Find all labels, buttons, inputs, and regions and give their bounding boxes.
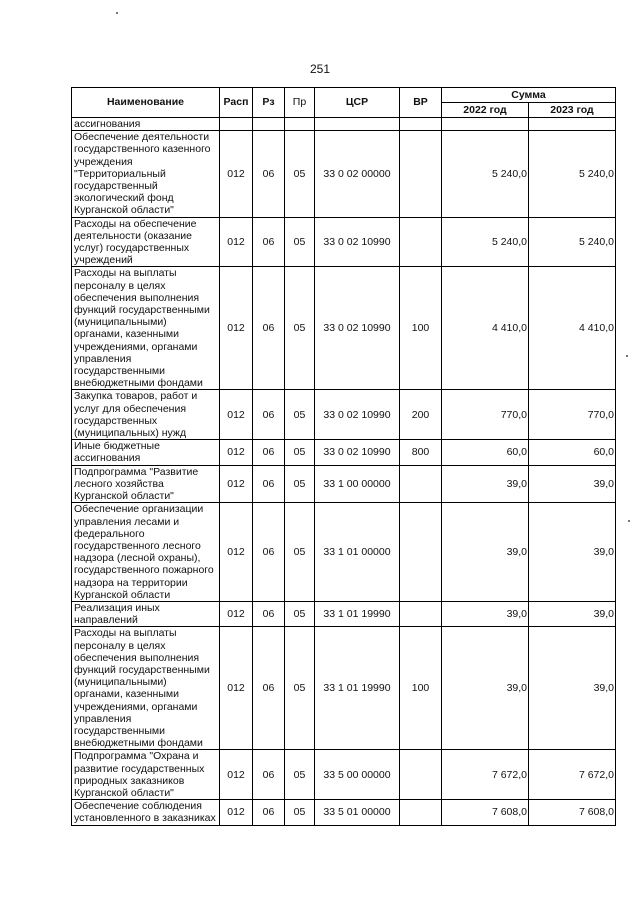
cell-rasp: 012	[220, 217, 253, 267]
cell-name: Реализация иных направлений	[72, 601, 220, 626]
table-row	[72, 465, 616, 503]
cell-pr: 05	[285, 390, 315, 440]
cell-2022: 5 240,0	[442, 217, 529, 267]
cell-vr	[400, 601, 442, 626]
cell-rasp: 012	[220, 267, 253, 390]
header-rasp: Расп	[220, 88, 253, 118]
cell-vr	[400, 217, 442, 267]
header-pr: Пр	[285, 88, 315, 118]
cell-2022: 39,0	[442, 503, 529, 602]
cell-rasp: 012	[220, 465, 253, 503]
header-2022: 2022 год	[442, 103, 529, 118]
table-row	[72, 800, 616, 825]
cell-pr: 05	[285, 503, 315, 602]
cell-pr: 05	[285, 627, 315, 750]
cell-rasp: 012	[220, 390, 253, 440]
cell-rz: 06	[253, 750, 285, 800]
cell-vr: 100	[400, 627, 442, 750]
cell-name: Подпрограмма "Развитие лесного хозяйства Курганской области"	[72, 465, 220, 503]
cell-2022: 7 672,0	[442, 750, 529, 800]
header-rz: Рз	[253, 88, 285, 118]
cell-2022: 39,0	[442, 601, 529, 626]
cell-name: Иные бюджетные ассигнования	[72, 440, 220, 465]
cell-vr: 800	[400, 440, 442, 465]
cell-2023: 4 410,0	[529, 267, 616, 390]
cell-vr	[400, 750, 442, 800]
cell-2023: 7 672,0	[529, 750, 616, 800]
cell-pr: 05	[285, 267, 315, 390]
header-vr: ВР	[400, 88, 442, 118]
header-2023: 2023 год	[529, 103, 616, 118]
cell-csr: 33 1 01 19990	[315, 601, 400, 626]
cell-csr: 33 0 02 10990	[315, 440, 400, 465]
cell-2022: 5 240,0	[442, 131, 529, 217]
cell-2023: 39,0	[529, 627, 616, 750]
cell-2023: 5 240,0	[529, 217, 616, 267]
cell-2023: 770,0	[529, 390, 616, 440]
cell-2022: 770,0	[442, 390, 529, 440]
cell-csr: 33 1 00 00000	[315, 465, 400, 503]
cell-rasp: 012	[220, 440, 253, 465]
cell-pr: 05	[285, 800, 315, 825]
cell-name: Подпрограмма "Охрана и развитие государственных природных заказников Курганской области"	[72, 750, 220, 800]
cell-2023: 5 240,0	[529, 131, 616, 217]
table-row	[72, 267, 616, 390]
table-row	[72, 750, 616, 800]
cell-rasp: 012	[220, 750, 253, 800]
header-csr: ЦСР	[315, 88, 400, 118]
cell-2022: 4 410,0	[442, 267, 529, 390]
cell-rasp: 012	[220, 601, 253, 626]
cell-csr: 33 5 00 00000	[315, 750, 400, 800]
cell-vr	[400, 465, 442, 503]
cell-rz: 06	[253, 503, 285, 602]
cell-csr: 33 0 02 10990	[315, 267, 400, 390]
cell-rasp: 012	[220, 503, 253, 602]
cell-name: Закупка товаров, работ и услуг для обеспечения государственных (муниципальных) нужд	[72, 390, 220, 440]
scan-speck	[626, 355, 628, 357]
header-sum: Сумма	[442, 88, 616, 103]
page-number: 251	[309, 62, 331, 76]
cell-name: Обеспечение соблюдения установленного в заказниках	[72, 800, 220, 825]
cell-rz: 06	[253, 267, 285, 390]
cell-vr	[400, 131, 442, 217]
cell-name: Обеспечение организации управления лесами и федерального государственного лесного надзора (лесной охраны), государственного пожарного надзора на территории Курганской области	[72, 503, 220, 602]
cell-vr: 200	[400, 390, 442, 440]
cell-rz: 06	[253, 390, 285, 440]
cell-name: Расходы на выплаты персоналу в целях обеспечения выполнения функций государственными (муниципальными) органами, казенными учреждениями, органами управления государственными внебюджетными фондами	[72, 267, 220, 390]
cell-csr: 33 1 01 19990	[315, 627, 400, 750]
cell-name: Расходы на выплаты персоналу в целях обеспечения выполнения функций государственными (муниципальными) органами, казенными учреждениями, органами управления государственными внебюджетными фондами	[72, 627, 220, 750]
cell-name: Расходы на обеспечение деятельности (оказание услуг) государственных учреждений	[72, 217, 220, 267]
cell-vr	[400, 800, 442, 825]
cell-2022: 60,0	[442, 440, 529, 465]
cell-rz: 06	[253, 465, 285, 503]
cell-csr: 33 1 01 00000	[315, 503, 400, 602]
cell-pr: 05	[285, 750, 315, 800]
cell-csr: 33 0 02 10990	[315, 390, 400, 440]
cell-rasp: 012	[220, 627, 253, 750]
continuation-row	[72, 118, 616, 131]
cell-csr: 33 0 02 00000	[315, 131, 400, 217]
cell-2023: 39,0	[529, 601, 616, 626]
cell-pr: 05	[285, 465, 315, 503]
cell-rz: 06	[253, 601, 285, 626]
continuation-text: ассигнования	[72, 118, 220, 131]
cell-2022: 7 608,0	[442, 800, 529, 825]
cell-csr: 33 5 01 00000	[315, 800, 400, 825]
budget-table	[71, 87, 616, 826]
cell-2023: 39,0	[529, 503, 616, 602]
table-row	[72, 217, 616, 267]
table-row	[72, 440, 616, 465]
cell-rz: 06	[253, 440, 285, 465]
table-row	[72, 503, 616, 602]
cell-2023: 60,0	[529, 440, 616, 465]
table-row	[72, 390, 616, 440]
cell-2022: 39,0	[442, 627, 529, 750]
cell-rz: 06	[253, 217, 285, 267]
cell-pr: 05	[285, 217, 315, 267]
cell-rz: 06	[253, 627, 285, 750]
cell-vr: 100	[400, 267, 442, 390]
table-row	[72, 627, 616, 750]
cell-rz: 06	[253, 131, 285, 217]
cell-csr: 33 0 02 10990	[315, 217, 400, 267]
cell-2023: 39,0	[529, 465, 616, 503]
cell-vr	[400, 503, 442, 602]
scan-speck	[628, 520, 630, 522]
cell-pr: 05	[285, 131, 315, 217]
cell-2022: 39,0	[442, 465, 529, 503]
header-name: Наименование	[72, 88, 220, 118]
cell-rz: 06	[253, 800, 285, 825]
cell-rasp: 012	[220, 131, 253, 217]
cell-pr: 05	[285, 440, 315, 465]
cell-pr: 05	[285, 601, 315, 626]
cell-rasp: 012	[220, 800, 253, 825]
table-row	[72, 601, 616, 626]
table-row	[72, 131, 616, 217]
cell-name: Обеспечение деятельности государственного казенного учреждения "Территориальный государственный экологический фонд Курганской области"	[72, 131, 220, 217]
scan-speck	[116, 12, 118, 14]
cell-2023: 7 608,0	[529, 800, 616, 825]
